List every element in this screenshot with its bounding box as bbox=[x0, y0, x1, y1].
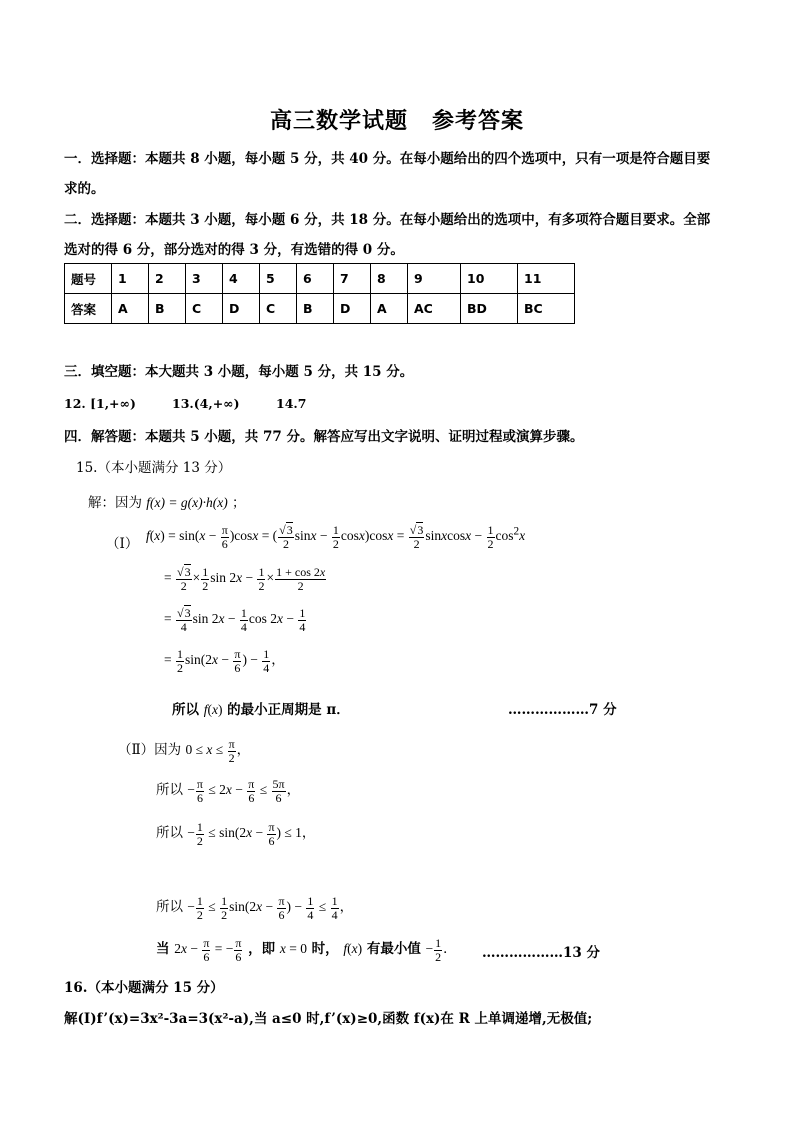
q15-intro: 解：因为 f(x) = g(x)·h(x) ； bbox=[88, 495, 246, 511]
table-cell: A bbox=[371, 294, 408, 324]
q16-line1: 解(Ⅰ)f’(x)=3x²-3a=3(x²-a),当 a≤0 时,f’(x)≥0,函数 f(x)在 R 上单调递增,无极值; bbox=[64, 1011, 593, 1027]
section-2-line1: 二．选择题：本题共 3 小题，每小题 6 分，共 18 分。在每小题给出的选项中，有多项符合题目要求。全部 bbox=[64, 212, 711, 228]
table-row bbox=[65, 294, 575, 324]
table-cell: 11 bbox=[518, 264, 575, 294]
q15-step3: 所以 − $\frac{1}{2}$ ≤ $\frac{1}{2}$ sin(2x − $\frac{\pi}{6}$ ) − $\frac{1}{4}$ ≤ $\frac{1}{4}$ ， bbox=[156, 894, 354, 922]
q16-header: 16.（本小题满分 15 分） bbox=[64, 980, 224, 996]
section-2-line2: 选对的得 6 分，部分选对的得 3 分，有选错的得 0 分。 bbox=[64, 242, 404, 258]
table-cell: 6 bbox=[297, 264, 334, 294]
q15-part2: （Ⅱ）因为 0 ≤ x ≤ $\frac{\pi}{2}$ ， bbox=[118, 737, 251, 765]
answer-table bbox=[64, 263, 575, 324]
answer-q12: 12. [1,+∞) bbox=[64, 396, 136, 411]
table-cell: 8 bbox=[371, 264, 408, 294]
table-cell: 5 bbox=[260, 264, 297, 294]
table-cell: 2 bbox=[149, 264, 186, 294]
q15-step1: 所以 − $\frac{\pi}{6}$ ≤ 2x − $\frac{\pi}{6}$ ≤ $\frac{5\pi}{6}$ ， bbox=[156, 777, 301, 805]
section-1-line1: 一．选择题：本题共 8 小题，每小题 5 分，共 40 分。在每小题给出的四个选项中，只有一项是符合题目要 bbox=[64, 151, 711, 167]
table-cell: 10 bbox=[461, 264, 518, 294]
table-cell: D bbox=[223, 294, 260, 324]
table-cell: BC bbox=[518, 294, 575, 324]
table-header-cell: 答案 bbox=[65, 294, 112, 324]
table-cell: 3 bbox=[186, 264, 223, 294]
table-row bbox=[65, 264, 575, 294]
section-1-line2: 求的。 bbox=[64, 181, 105, 197]
section-3-heading: 三．填空题：本大题共 3 小题，每小题 5 分，共 15 分。 bbox=[64, 364, 414, 380]
q15-formula-line4: = $\frac{1}{2}$ sin(2x − $\frac{\pi}{6}$ ) − $\frac{1}{4}$ ， bbox=[164, 647, 285, 675]
q15-period-text: 所以 f(x) 的最小正周期是 π． bbox=[172, 702, 350, 718]
table-cell: 7 bbox=[334, 264, 371, 294]
table-cell: BD bbox=[461, 294, 518, 324]
page-title: 高三数学试题 参考答案 bbox=[269, 108, 525, 134]
table-header-cell: 题号 bbox=[65, 264, 112, 294]
table-cell: 1 bbox=[112, 264, 149, 294]
q15-formula-line3: = $\frac{√3}{4}$ sin 2x − $\frac{1}{4}$ cos 2x − $\frac{1}{4}$ bbox=[164, 606, 306, 634]
answer-q13: 13.(4,+∞) bbox=[172, 396, 240, 411]
table-cell: 9 bbox=[408, 264, 461, 294]
table-cell: B bbox=[297, 294, 334, 324]
table-cell: A bbox=[112, 294, 149, 324]
q15-score-13: ………………13 分 bbox=[482, 945, 600, 961]
table-cell: 4 bbox=[223, 264, 260, 294]
q15-step2: 所以 − $\frac{1}{2}$ ≤ sin(2x − $\frac{\pi}{6}$ ) ≤ 1， bbox=[156, 820, 316, 848]
table-cell: AC bbox=[408, 294, 461, 324]
q15-score-7: ………………7 分 bbox=[508, 702, 617, 718]
q15-part1-label: （Ⅰ） bbox=[106, 536, 139, 552]
table-cell: C bbox=[186, 294, 223, 324]
q15-formula-line2: = $\frac{√3}{2}$ × $\frac{1}{2}$ sin 2x − $\frac{1}{2}$ × $\frac{1 + \cos 2x}{2}$ bbox=[164, 565, 326, 593]
table-cell: C bbox=[260, 294, 297, 324]
answer-q14: 14.7 bbox=[276, 396, 307, 411]
q15-header: 15.（本小题满分 13 分） bbox=[76, 460, 232, 476]
q15-step4: 当 2x − $\frac{\pi}{6}$ = − $\frac{\pi}{6}$ ，即 x = 0 时， f(x) 有最小值 − $\frac{1}{2}$ ． bbox=[156, 936, 457, 964]
table-cell: B bbox=[149, 294, 186, 324]
section-4-heading: 四．解答题：本题共 5 小题，共 77 分。解答应写出文字说明、证明过程或演算步骤。 bbox=[64, 429, 584, 445]
table-cell: D bbox=[334, 294, 371, 324]
q15-formula-line1: f(x) = sin(x − $\frac{\pi}{6}$ )cosx = ( $\frac{√3}{2}$ sinx − $\frac{1}{2}$ cosx)cosx = $\frac{√3}{2}$ sinxcosx − $\frac{1}{2}$ $\cos^2x$ bbox=[146, 523, 526, 551]
